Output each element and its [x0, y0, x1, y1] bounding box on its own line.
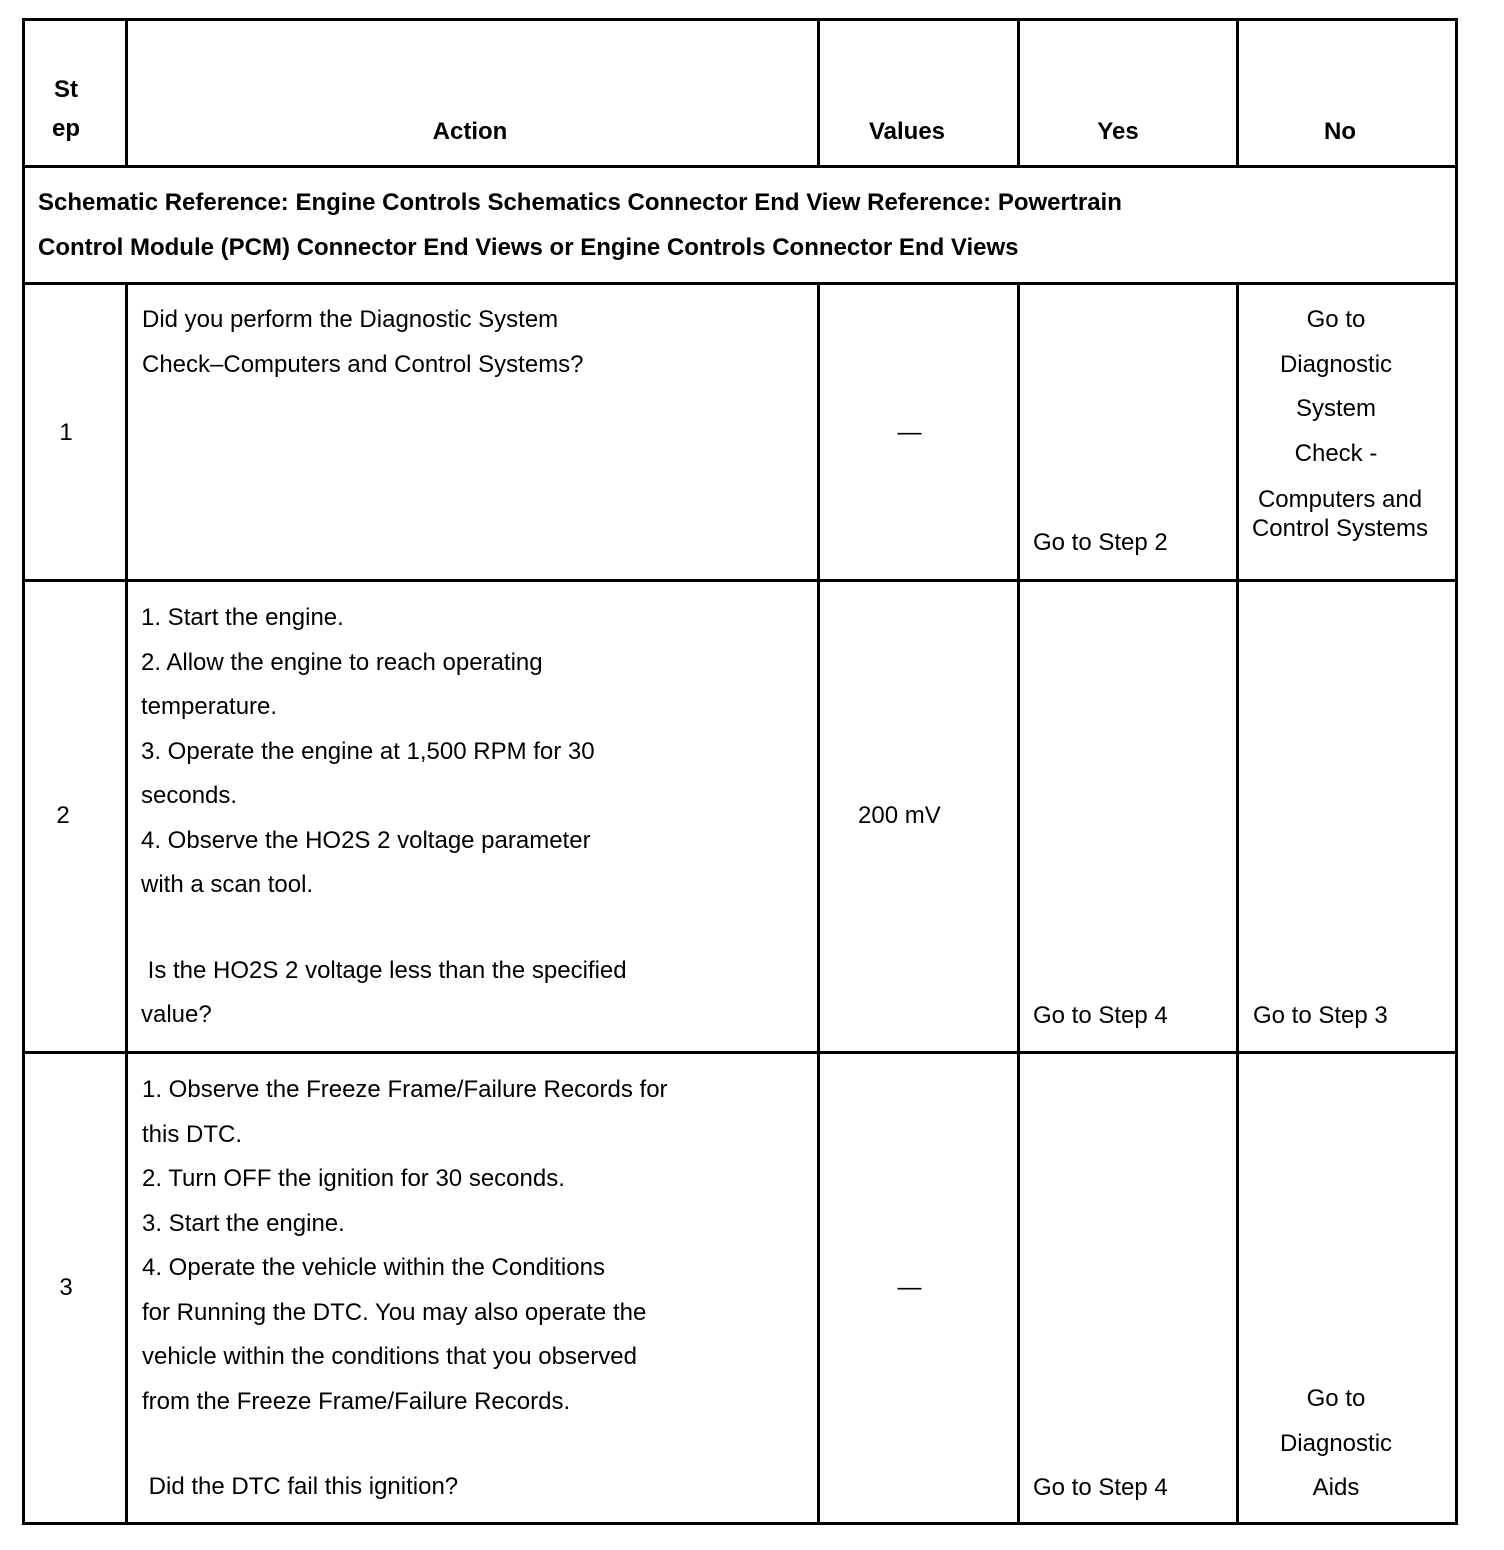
row-3-no	[1236, 1377, 1436, 1511]
header-step-line1: St	[54, 76, 78, 103]
row-2-action	[141, 596, 627, 1038]
row-1-value: —	[897, 419, 922, 446]
row-3-question: Did the DTC fail this ignition?	[142, 1473, 459, 1500]
header-action: Action	[432, 118, 508, 145]
row-1-no-line-4: Check -	[1294, 439, 1378, 467]
row-3-yes: Go to Step 4	[1033, 1474, 1168, 1501]
row-2-action-step-2: 2. Allow the engine to reach operating	[141, 648, 543, 676]
row-2-action-step-3-cont: seconds.	[141, 782, 238, 809]
row-2-step: 2	[56, 802, 70, 829]
row-1-action	[142, 298, 584, 387]
row-3-action-step-4-cont-1: for Running the DTC. You may also operate the	[142, 1298, 647, 1326]
header-step	[25, 70, 107, 148]
row-2-no: Go to Step 3	[1253, 1002, 1388, 1029]
row-2-action-step-2-cont: temperature.	[141, 693, 278, 720]
row-1-no-line-6: Control Systems	[1251, 515, 1429, 542]
row-2-question: Is the HO2S 2 voltage less than the specified	[141, 956, 627, 984]
row-1-no-line-2: Diagnostic	[1279, 350, 1393, 378]
row-2-divider	[25, 1051, 1455, 1054]
row-1-no	[1236, 298, 1436, 476]
row-3-no-line-1: Go to	[1306, 1385, 1366, 1412]
row-3-step: 3	[59, 1274, 73, 1301]
row-2-question-cont: value?	[141, 1001, 212, 1028]
row-3-action-step-2: 2. Turn OFF the ignition for 30 seconds.	[142, 1165, 565, 1192]
row-3-action-step-1: 1. Observe the Freeze Frame/Failure Records for	[142, 1076, 668, 1103]
row-3-no-line-3: Aids	[1312, 1474, 1360, 1501]
header-divider	[25, 165, 1455, 168]
col-divider-values-body	[1017, 282, 1020, 1522]
header-values: Values	[868, 118, 946, 145]
row-2-action-step-1: 1. Start the engine.	[141, 604, 344, 631]
row-3-action-step-4-cont-2: vehicle within the conditions that you observed	[142, 1343, 637, 1370]
header-step-line2: ep	[51, 115, 80, 142]
row-1-no-line-3: System	[1295, 395, 1376, 422]
header-no: No	[1324, 118, 1356, 145]
row-3-action-step-1-cont: this DTC.	[142, 1120, 243, 1148]
row-2-action-step-4: 4. Observe the HO2S 2 voltage parameter	[141, 826, 591, 854]
row-3-action-step-4: 4. Operate the vehicle within the Conditions	[142, 1254, 605, 1281]
row-1-no-tail	[1240, 485, 1440, 543]
row-1-action-line-1: Did you perform the Diagnostic System	[142, 306, 559, 333]
reference-line-2: Control Module (PCM) Connector End Views or Engine Controls Connector End Views	[38, 233, 1019, 261]
reference-line-1: Schematic Reference: Engine Controls Schematics Connector End View Reference: Powertrain	[38, 189, 1122, 216]
row-3-action-step-3: 3. Start the engine.	[142, 1209, 345, 1237]
row-2-action-step-3: 3. Operate the engine at 1,500 RPM for 30	[141, 737, 595, 765]
row-2-value: 200 mV	[858, 802, 941, 829]
row-1-divider	[25, 579, 1455, 582]
col-divider-action-body	[817, 282, 820, 1522]
row-1-action-line-2: Check–Computers and Control Systems?	[142, 350, 584, 378]
reference-divider	[25, 282, 1455, 285]
row-3-action-step-4-cont-3: from the Freeze Frame/Failure Records.	[142, 1387, 571, 1415]
row-1-yes: Go to Step 2	[1033, 529, 1168, 556]
row-1-no-line-1: Go to	[1306, 306, 1366, 333]
schematic-reference	[38, 181, 1122, 270]
row-1-no-line-5: Computers and	[1257, 486, 1423, 513]
row-3-action	[142, 1068, 668, 1510]
col-divider-step-body	[125, 282, 128, 1522]
row-2-action-step-4-cont: with a scan tool.	[141, 871, 314, 898]
row-3-no-line-2: Diagnostic	[1279, 1429, 1393, 1457]
row-3-value: —	[897, 1274, 922, 1301]
header-yes: Yes	[1097, 118, 1139, 145]
row-2-yes: Go to Step 4	[1033, 1002, 1168, 1029]
row-1-step: 1	[59, 419, 73, 446]
